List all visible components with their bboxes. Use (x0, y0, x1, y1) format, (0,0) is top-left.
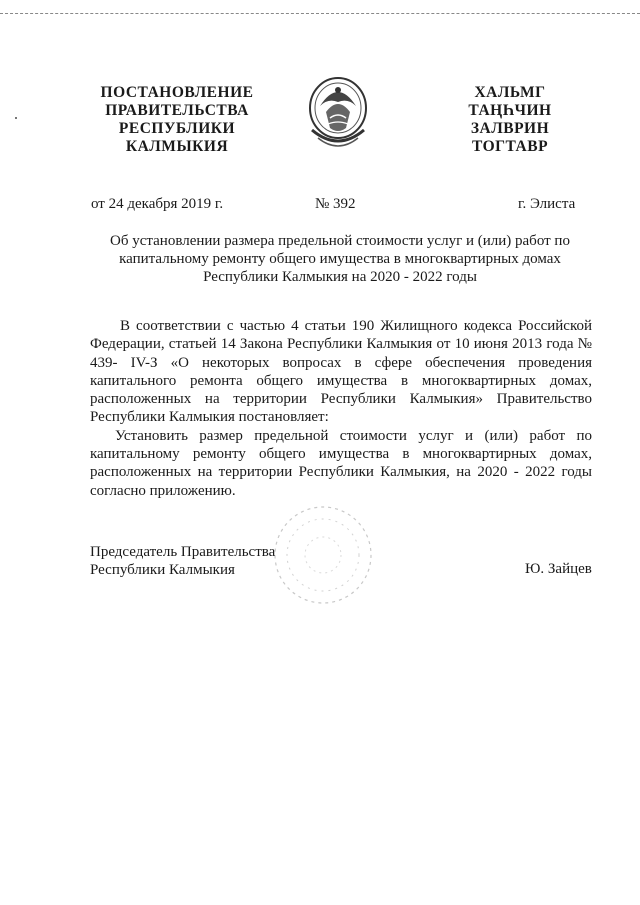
body-paragraph-1: В соответствии с частью 4 статьи 190 Жилищного кодекса Российской Федерации, статьей 14 Закона Республики Калмыкия от 10 июня 2013 года № 439- IV-З «О некоторых вопросах в сфере обеспечения проведения капитального ремонта общего имущества в многоквартирных домах, расположенных на территории Республики Калмыкия» Правительство Республики Калмыкия постановляет: (90, 318, 592, 426)
faded-seal-stamp-icon (268, 500, 378, 620)
scan-speck (15, 117, 17, 119)
header-right-line: ТОГТАВР (471, 138, 549, 155)
signatory-position-line-1: Председатель Правительства (90, 544, 276, 560)
body-paragraph-2: Установить размер предельной стоимости услуг и (или) работ по капитальному ремонту общего имущества в многоквартирных домах, расположенных на территории Республики Калмыкия, на 2020 - 2022 годы согласно приложению. (90, 427, 592, 499)
signatory-position-line-2: Республики Калмыкия (90, 562, 235, 578)
header-left-line: КАЛМЫКИЯ (125, 138, 229, 155)
header-left-line: ПРАВИТЕЛЬСТВА (105, 102, 249, 119)
header-left-line: РЕСПУБЛИКИ (118, 120, 236, 137)
header-right-line: ЗАЛВРИН (470, 120, 550, 137)
header-right-title (455, 84, 565, 156)
document-city: г. Элиста (518, 196, 576, 212)
page-top-border (0, 13, 640, 14)
header-left-title (92, 84, 262, 156)
header-right-line: ХАЛЬМГ (474, 84, 546, 101)
header-right-line: ТАҢҺЧИН (468, 102, 552, 119)
coat-of-arms-emblem-icon (306, 68, 370, 158)
document-number: № 392 (315, 196, 356, 212)
signatory-position (90, 543, 275, 579)
document-date: от 24 декабря 2019 г. (91, 196, 224, 212)
signatory-name: Ю. Зайцев (525, 561, 592, 577)
header-left-line: ПОСТАНОВЛЕНИЕ (100, 84, 254, 101)
document-body (90, 317, 592, 500)
document-title: Об установлении размера предельной стоимости услуг и (или) работ по капитальному ремонту общего имущества в многоквартирных домах Республики Калмыкия на 2020 - 2022 годы (110, 233, 570, 285)
